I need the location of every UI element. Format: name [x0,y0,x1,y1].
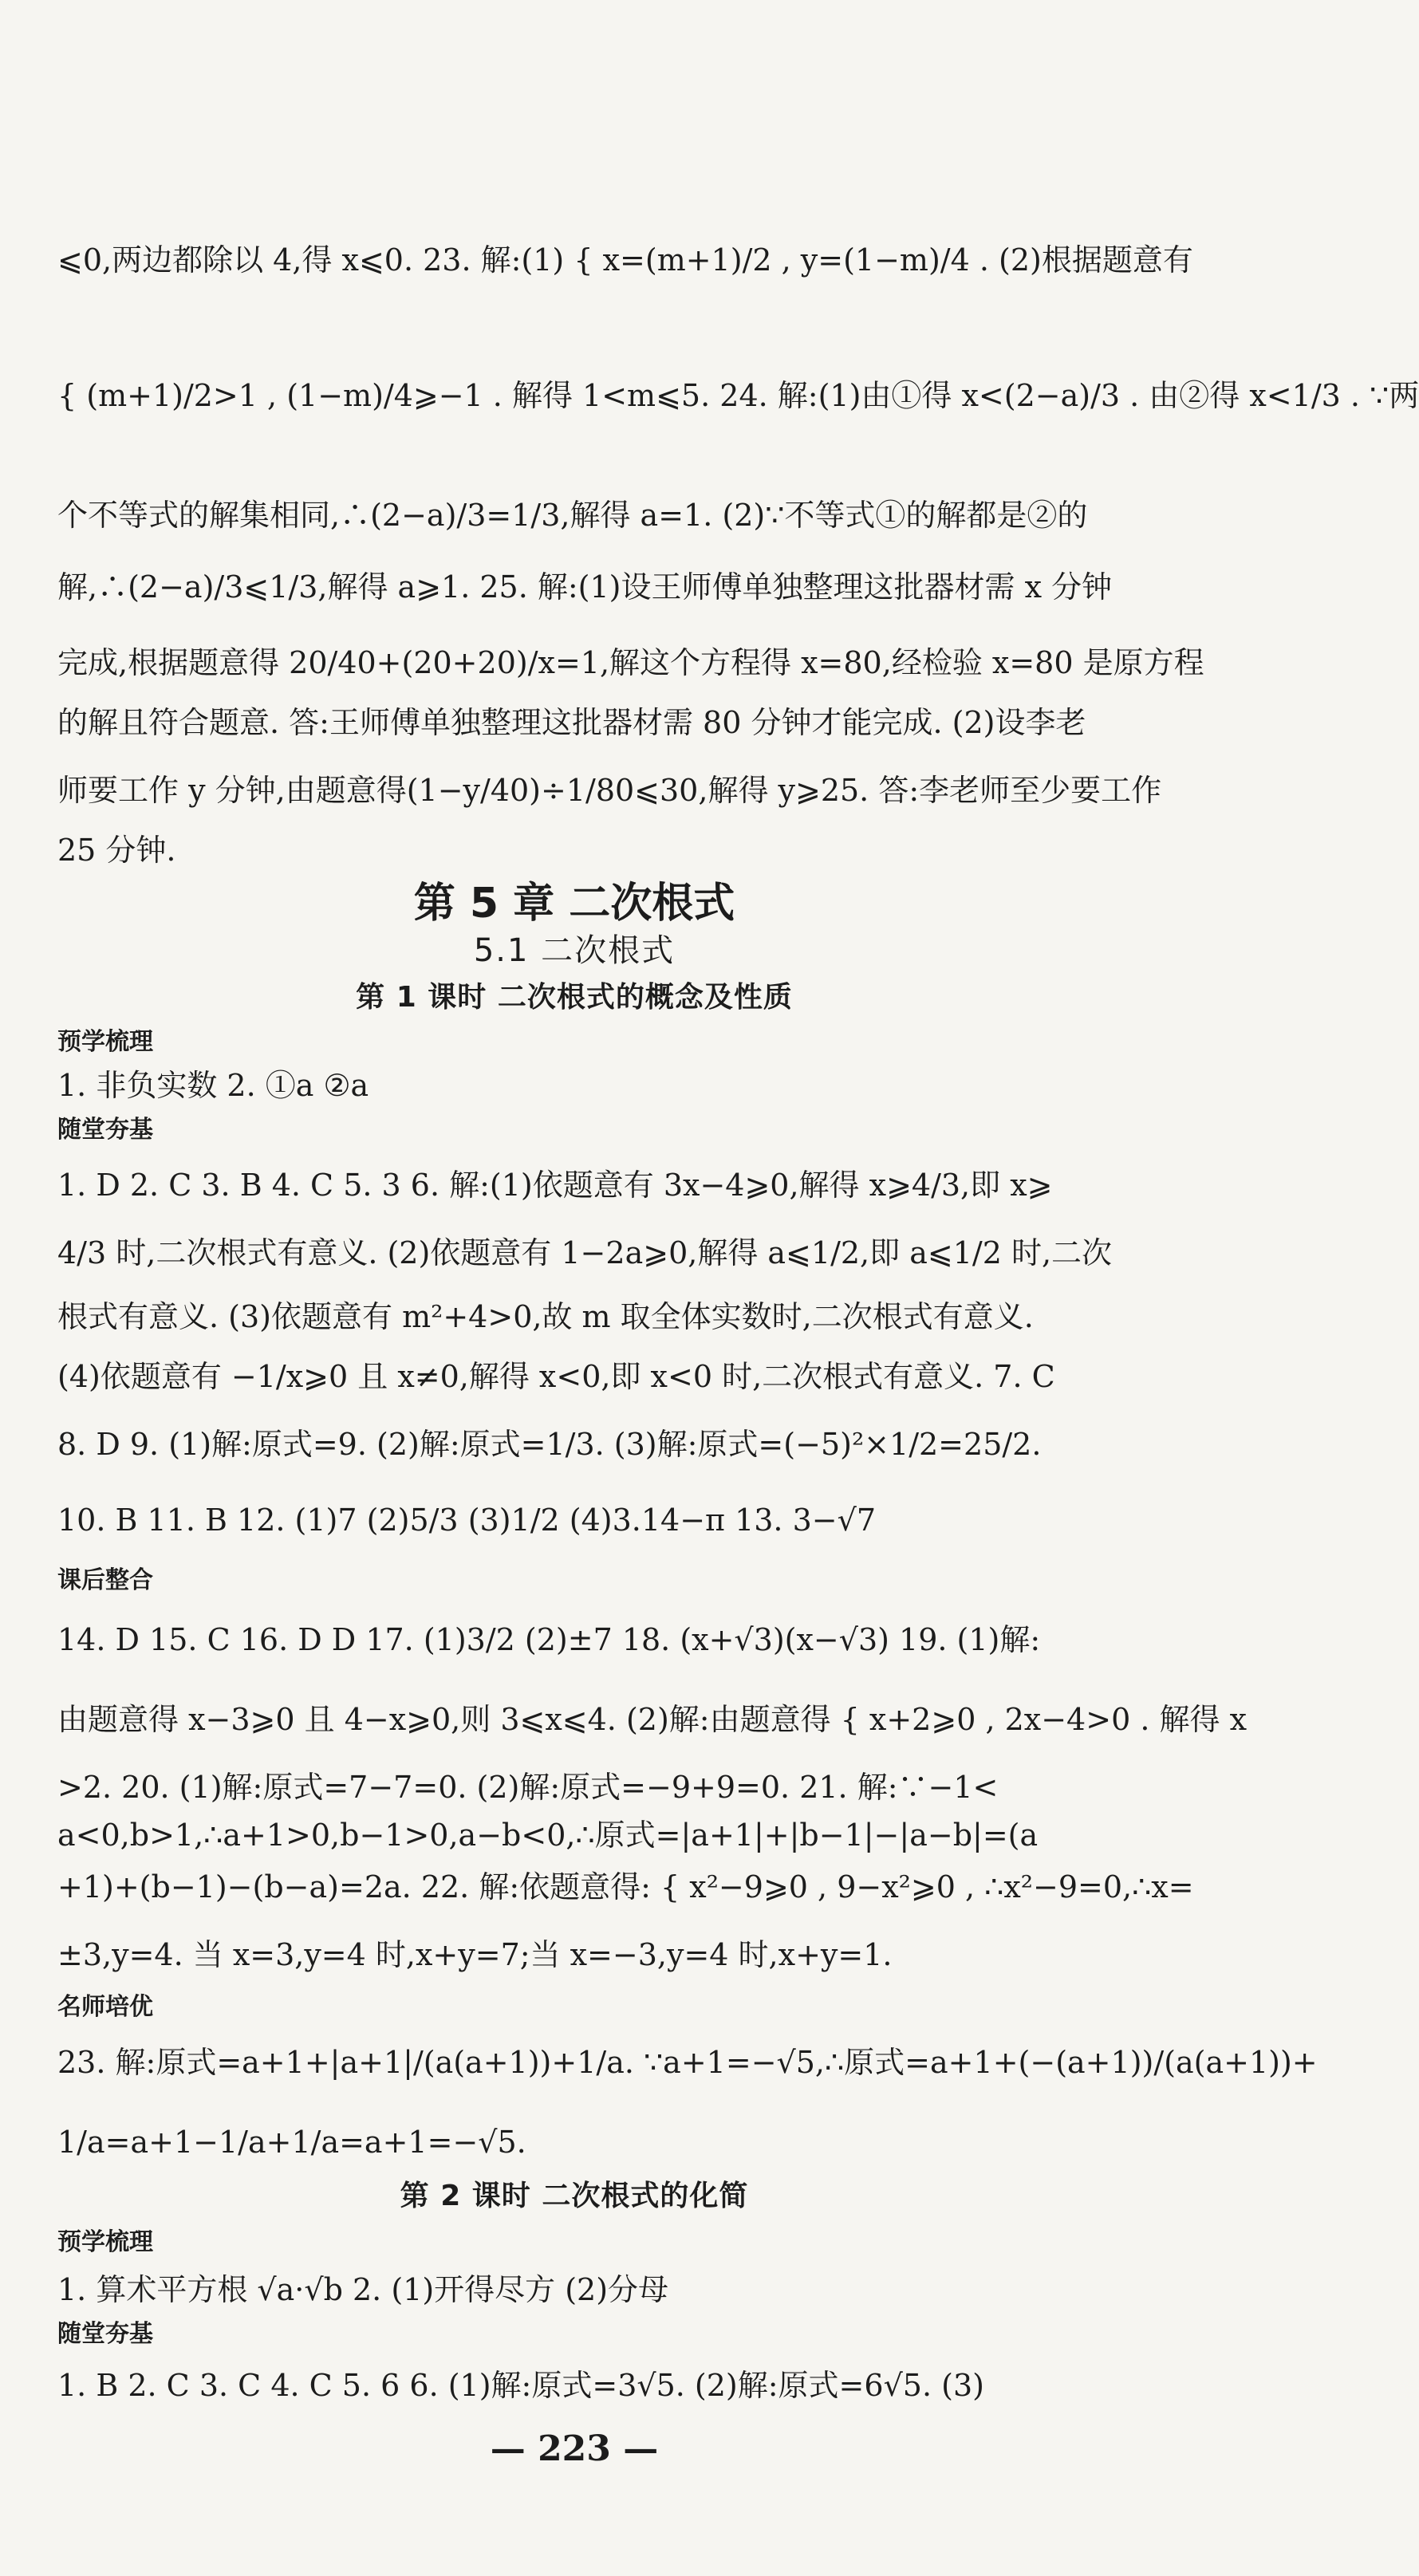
text-line: ±3,y=4. 当 x=3,y=4 时,x+y=7;当 x=−3,y=4 时,x+y=1. [57,1937,893,1972]
section-heading: 预学梳理 [57,2228,153,2256]
text-line: 10. B 11. B 12. (1)7 (2)5/3 (3)1/2 (4)3.14−π 13. 3−√7 [57,1503,876,1538]
chapter-title: 第 5 章 二次根式 [413,880,735,928]
section-heading: 随堂夯基 [57,2320,153,2348]
text-line: 8. D 9. (1)解:原式=9. (2)解:原式=1/3. (3)解:原式=(−5)²×1/2=25/2. [57,1427,1042,1462]
text-line: (4)依题意有 −1/x⩾0 且 x≠0,解得 x<0,即 x<0 时,二次根式有意义. 7. C [57,1359,1055,1394]
text-line: 完成,根据题意得 20/40+(20+20)/x=1,解这个方程得 x=80,经检验 x=80 是原方程 [57,645,1204,680]
text-line: 的解且符合题意. 答:王师傅单独整理这批器材需 80 分钟才能完成. (2)设李老 [57,705,1086,740]
text-line: 解,∴(2−a)/3⩽1/3,解得 a⩾1. 25. 解:(1)设王师傅单独整理这批器材需 x 分钟 [57,569,1113,605]
text-line: >2. 20. (1)解:原式=7−7=0. (2)解:原式=−9+9=0. 21. 解:∵−1< [57,1770,999,1805]
text-line: 由题意得 x−3⩾0 且 4−x⩾0,则 3⩽x⩽4. (2)解:由题意得 { x+2⩾0 , 2x−4>0 . 解得 x [57,1702,1248,1737]
text-line: 1. 算术平方根 √a·√b 2. (1)开得尽方 (2)分母 [57,2272,669,2307]
text-line: ⩽0,两边都除以 4,得 x⩽0. 23. 解:(1) { x=(m+1)/2 , y=(1−m)/4 . (2)根据题意有 [57,242,1193,278]
text-line: 4/3 时,二次根式有意义. (2)依题意有 1−2a⩾0,解得 a⩽1/2,即 a⩽1/2 时,二次 [57,1235,1113,1270]
section-title: 5.1 二次根式 [473,932,676,969]
text-line: 1. B 2. C 3. C 4. C 5. 6 6. (1)解:原式=3√5. (2)解:原式=6√5. (3) [57,2368,984,2403]
section-heading: 随堂夯基 [57,1116,153,1144]
text-line: 25 分钟. [57,833,176,868]
page-number: — 223 — [490,2428,659,2469]
text-line: 1/a=a+1−1/a+1/a=a+1=−√5. [57,2125,526,2160]
text-line: 23. 解:原式=a+1+|a+1|/(a(a+1))+1/a. ∵a+1=−√5,∴原式=a+1+(−(a+1))/(a(a+1))+ [57,2045,1318,2080]
text-line: a<0,b>1,∴a+1>0,b−1>0,a−b<0,∴原式=|a+1|+|b−1|−|a−b|=(a [57,1818,1039,1853]
section-heading: 预学梳理 [57,1028,153,1056]
lesson-title: 第 1 课时 二次根式的概念及性质 [356,981,793,1014]
text-line: 根式有意义. (3)依题意有 m²+4>0,故 m 取全体实数时,二次根式有意义. [57,1299,1034,1334]
lesson-title: 第 2 课时 二次根式的化简 [400,2180,749,2212]
section-heading: 课后整合 [57,1566,153,1594]
text-line: 师要工作 y 分钟,由题意得(1−y/40)÷1/80⩽30,解得 y⩾25. 答:李老师至少要工作 [57,773,1162,808]
text-line: 14. D 15. C 16. D D 17. (1)3/2 (2)±7 18. (x+√3)(x−√3) 19. (1)解: [57,1622,1041,1657]
text-line: 1. 非负实数 2. ①a ②a [57,1068,369,1103]
section-heading: 名师培优 [57,1993,153,2021]
text-line: +1)+(b−1)−(b−a)=2a. 22. 解:依题意得: { x²−9⩾0 , 9−x²⩾0 , ∴x²−9=0,∴x= [57,1869,1194,1904]
text-line: 个不等式的解集相同,∴(2−a)/3=1/3,解得 a=1. (2)∵不等式①的解都是②的 [57,498,1088,533]
text-line: { (m+1)/2>1 , (1−m)/4⩾−1 . 解得 1<m⩽5. 24. 解:(1)由①得 x<(2−a)/3 . 由②得 x<1/3 . ∵两 [57,378,1419,413]
text-line: 1. D 2. C 3. B 4. C 5. 3 6. 解:(1)依题意有 3x−4⩾0,解得 x⩾4/3,即 x⩾ [57,1168,1053,1203]
